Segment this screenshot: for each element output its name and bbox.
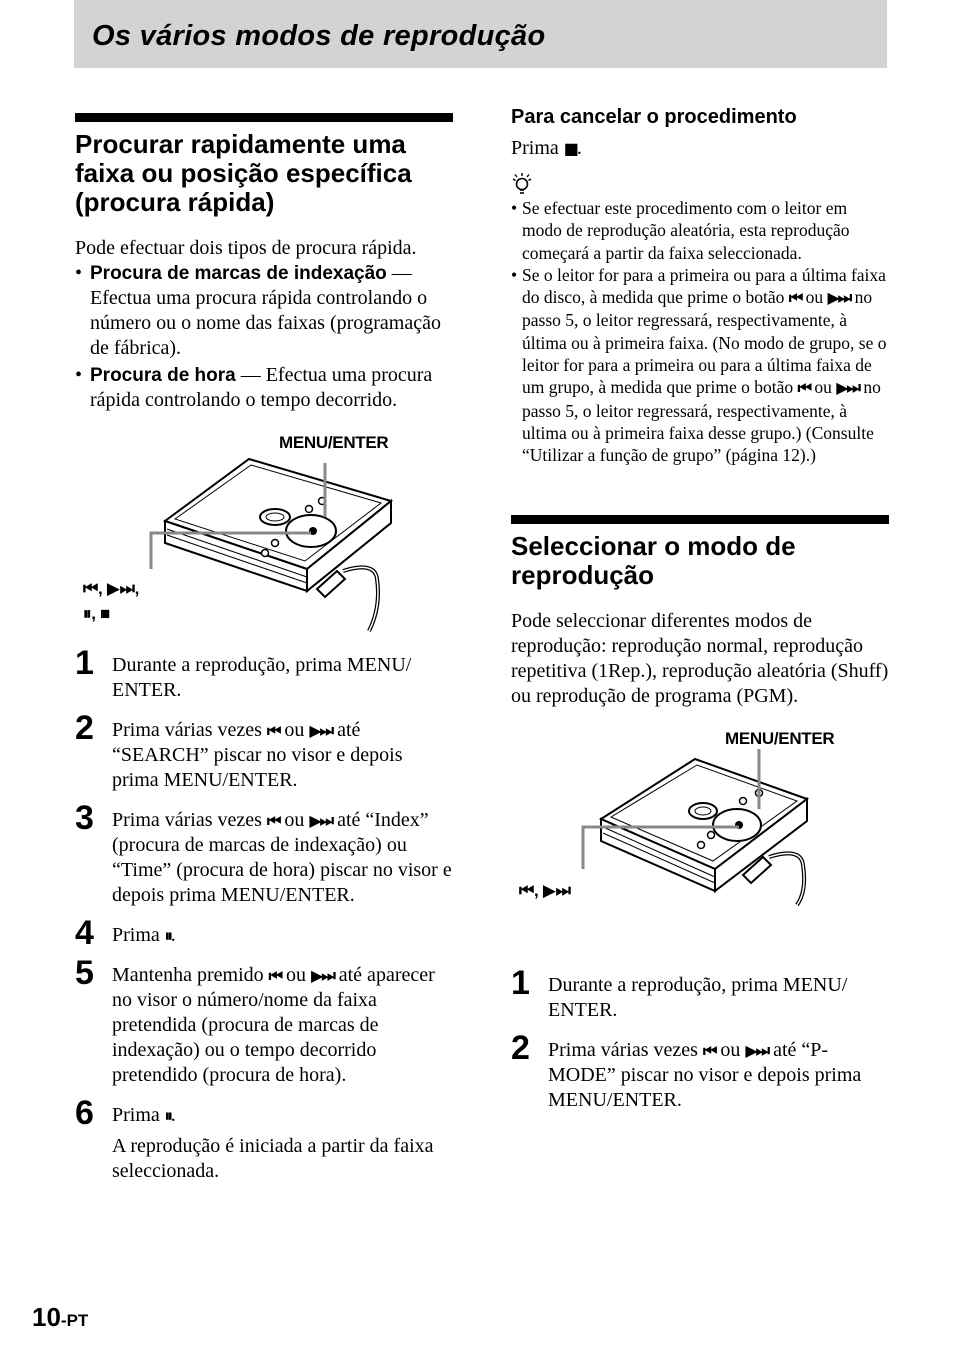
play-mode-intro: Pode seleccionar diferentes modos de reprodução: reprodução normal, reprodução repetitiva (1Rep.), reprodução aleatória (Shuff) ou reprodução de programa (PGM). [511, 609, 889, 707]
list-item [75, 261, 453, 361]
prev-track-icon: ⏮ [797, 378, 810, 398]
md-player-illustration [75, 421, 453, 649]
next-track-icon: ▶⏭ [311, 966, 334, 985]
bullet-glyph: • [511, 198, 518, 218]
step-4 [75, 914, 453, 952]
step-text: até “Index” (procura de marcas de indexação) ou “Time” (procura de hora) piscar no visor e depois prima MENU/ENTER. [112, 809, 452, 906]
control-buttons-label: ⏮, ▶⏭, [83, 579, 140, 598]
step-text: . [170, 1104, 176, 1126]
control-buttons-label: ⏸, ■ [83, 604, 111, 623]
prev-track-icon: ⏮ [268, 966, 282, 985]
prev-track-icon: ⏮ [266, 721, 280, 740]
step-text: ou [279, 719, 310, 741]
pause-icon: ⏸ [164, 926, 171, 945]
next-track-icon: ▶⏭ [745, 1040, 769, 1060]
page-section-title: Os vários modos de reprodução [92, 20, 546, 52]
step-number: 2 [511, 1028, 530, 1067]
step-text: Prima [112, 924, 165, 946]
step-text: até aparecer no visor o número/nome da faixa pretendida (procura de marcas de indexação) ou o tempo decorrido pretendido (procura de hora). [112, 964, 435, 1086]
tip-text: ou [809, 377, 837, 398]
device-diagram-left [75, 421, 453, 649]
tip-text: no passo 5, o leitor regressará, respectivamente, à ultima ou à primeira faixa desse grupo.) (Consulte “Utilizar a função de grupo” (página 12).) [522, 377, 881, 466]
step-text: até “P-MODE” piscar no visor e depois prima MENU/ENTER. [548, 1038, 862, 1111]
right-column [511, 104, 889, 1113]
device-diagram-right [511, 719, 889, 939]
intro-text: Pode efectuar dois tipos de procura rápida. [75, 237, 417, 259]
step-text: Prima várias vezes [112, 719, 267, 741]
bullet-glyph: • [511, 264, 518, 285]
step-3 [75, 799, 453, 908]
cancel-text [511, 136, 889, 161]
section-rule [75, 113, 453, 122]
bullet-term: Procura de marcas de indexação [90, 263, 387, 284]
quick-search-steps [75, 644, 453, 1184]
step-number: 5 [75, 954, 94, 992]
step-text: até “SEARCH” piscar no visor e depois prima MENU/ENTER. [112, 719, 403, 791]
step-text: Prima [112, 1104, 165, 1126]
play-mode-steps [511, 963, 889, 1113]
tip-item [511, 264, 889, 467]
step-text: Durante a reprodução, prima MENU/ ENTER. [548, 973, 848, 1021]
cancel-subheading: Para cancelar o procedimento [511, 106, 797, 128]
tip-item [511, 197, 889, 264]
section-rule [511, 515, 889, 524]
bullet-text: — Efectua uma procura rápida controlando o número ou o nome das faixas (programação de fábrica). [90, 262, 441, 359]
tip-text: Se efectuar este procedimento com o leitor em modo de reprodução aleatória, esta reprodução começará a partir da faixa seleccionada. [522, 198, 850, 263]
step-text: ou [279, 809, 310, 831]
step-text: . [170, 924, 176, 946]
bullet-glyph: • [75, 262, 83, 284]
step-number: 1 [75, 644, 94, 682]
prev-track-icon: ⏮ [702, 1040, 716, 1060]
section-header-band [74, 0, 887, 68]
page-number-suffix: -PT [60, 1311, 89, 1330]
step-text: ou [281, 964, 312, 986]
step-text: Durante a reprodução, prima MENU/ ENTER. [112, 654, 412, 701]
lightbulb-icon [511, 171, 537, 197]
page-number-value: 10 [32, 1302, 61, 1332]
tip-text: no passo 5, o leitor regressará, respectivamente, à última ou à primeira faixa. (No modo de grupo, se o leitor for para a primeira ou para a última faixa de um grupo, à medida que prime o botão [522, 287, 887, 398]
next-track-icon: ▶⏭ [309, 721, 333, 740]
step-number: 6 [75, 1094, 94, 1132]
step-number: 1 [511, 963, 530, 1002]
next-track-icon: ▶⏭ [836, 378, 859, 398]
page-number [32, 1302, 88, 1333]
tip-text: Se o leitor for para a primeira ou para a última faixa do disco, à medida que prime o botão [522, 264, 886, 308]
tip-text: ou [801, 287, 828, 308]
step-6 [75, 1094, 453, 1184]
step-5 [75, 954, 453, 1088]
step-1 [75, 644, 453, 703]
section-heading-play-mode: Seleccionar o modo de reprodução [511, 530, 796, 590]
step-number: 3 [75, 799, 94, 837]
section-heading-quick-search: Procurar rapidamente uma faixa ou posição específica (procura rápida) [75, 129, 412, 217]
prev-track-icon: ⏮ [788, 288, 802, 308]
step-result-note: A reprodução é iniciada a partir da faixa seleccionada. [112, 1135, 434, 1182]
next-track-icon: ▶⏭ [827, 288, 851, 308]
step-text: ou [715, 1038, 746, 1061]
cancel-text-part: . [576, 137, 582, 159]
step-text: Prima várias vezes [548, 1038, 703, 1061]
left-column [75, 113, 453, 1184]
list-item [75, 363, 453, 413]
next-track-icon: ▶⏭ [309, 811, 333, 830]
step-number: 4 [75, 914, 94, 952]
control-buttons-label: ⏮, ▶⏭ [519, 880, 571, 900]
md-player-illustration [511, 719, 889, 939]
step-text: Prima várias vezes [112, 809, 267, 831]
bullet-term: Procura de hora [90, 365, 236, 386]
stop-icon: ■ [563, 139, 577, 158]
pause-icon: ⏸ [164, 1106, 171, 1125]
menu-enter-label: MENU/ENTER [725, 728, 835, 748]
step-text: Mantenha premido [112, 964, 269, 986]
step-number: 2 [75, 709, 94, 747]
step-1 [511, 963, 889, 1023]
menu-enter-label: MENU/ENTER [279, 433, 389, 452]
prev-track-icon: ⏮ [266, 811, 280, 830]
bullet-glyph: • [75, 364, 83, 386]
step-2 [511, 1028, 889, 1113]
bullet-text: — Efectua uma procura rápida controlando o tempo decorrido. [90, 364, 433, 411]
tip-list [511, 197, 889, 467]
search-types-list [75, 261, 453, 413]
cancel-text-part: Prima [511, 137, 564, 159]
tip-icon-wrap [511, 171, 889, 197]
step-2 [75, 709, 453, 793]
